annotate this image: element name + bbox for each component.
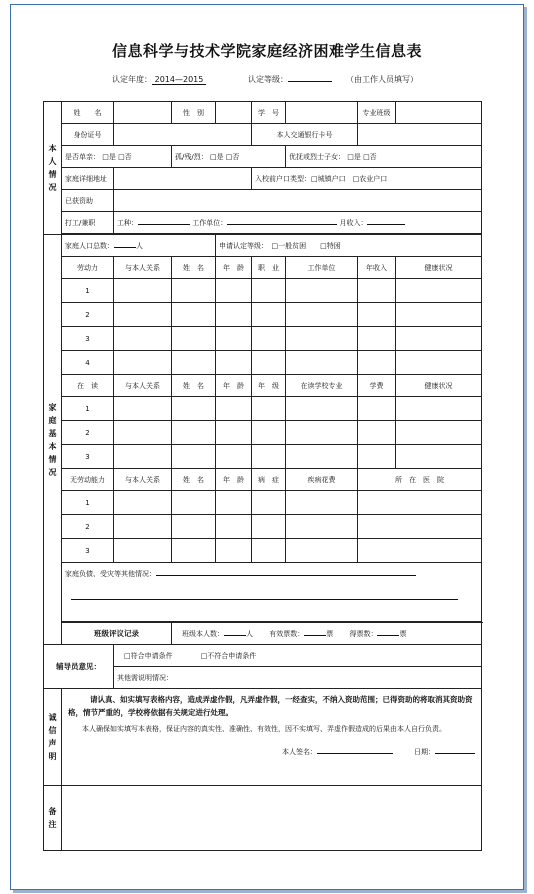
part-time-cell[interactable]: 工种： 工作单位： 月收入： <box>114 212 482 234</box>
school-header <box>44 375 482 397</box>
debt-row <box>44 563 482 622</box>
labor-col-2: 姓 名 <box>172 257 216 279</box>
row-parttime <box>44 212 482 234</box>
nolabor-header <box>44 469 482 491</box>
labor-col-3: 年 龄 <box>216 257 252 279</box>
pledge-statement: 本人确保如实填写本表格，保证内容的真实性、准确性、有效性，因不实填写、弄虚作假造成的后果由本人自行负责。 <box>82 725 446 733</box>
pledge-warning: 请认真、如实填写表格内容，造成弄虚作假，凡弄虚作假，一经查实，不纳入资助范围；已得资助的将取消其资助资格，情节严重的，学校将依据有关规定进行处理。 <box>68 695 473 717</box>
student-id-cell[interactable] <box>286 102 358 124</box>
class-review-field[interactable]: 班级本人数： 人 有效票数： 票 得票数： 票 <box>172 623 482 645</box>
info-form-table <box>43 101 482 851</box>
nolabor-col-5: 疾病花费 <box>286 469 358 491</box>
orphan-field[interactable]: 孤/残/烈： □是 □否 <box>172 146 286 168</box>
nolabor-col-1: 与本人关系 <box>114 469 172 491</box>
population-field[interactable]: 家庭人口总数： 人 <box>62 235 216 257</box>
address-cell[interactable] <box>114 168 252 190</box>
name-cell[interactable] <box>114 102 172 124</box>
nolabor-col-4: 病 症 <box>252 469 286 491</box>
school-col-3: 年 龄 <box>216 375 252 397</box>
advisor-row <box>44 645 482 667</box>
nolabor-row: 1 <box>44 491 482 515</box>
bank-card-cell[interactable] <box>358 124 482 146</box>
school-col-4: 年 级 <box>252 375 286 397</box>
remarks-cell[interactable] <box>62 786 482 851</box>
school-row: 2 <box>44 421 482 445</box>
school-col-6: 学费 <box>358 375 396 397</box>
major-class-label: 专业班级 <box>358 102 396 124</box>
labor-col-4: 职 业 <box>252 257 286 279</box>
school-col-2: 姓 名 <box>172 375 216 397</box>
gender-label: 性 别 <box>172 102 216 124</box>
advisor-other[interactable]: 其他需说明情况： <box>114 667 482 689</box>
level-blank[interactable] <box>288 81 332 82</box>
pledge-content <box>62 689 482 786</box>
section-remarks: 备 注 <box>44 786 62 851</box>
section-family: 家 庭 基 本 情 况 <box>44 235 62 645</box>
address-label: 家庭详细地址 <box>62 168 114 190</box>
form-title: 信息科学与技术学院家庭经济困难学生信息表 <box>111 42 422 60</box>
school-col-7: 健康状况 <box>396 375 482 397</box>
labor-row: 3 <box>44 327 482 351</box>
row-id <box>44 124 482 146</box>
nolabor-col-6: 所 在 医 院 <box>358 469 482 491</box>
pledge-row <box>44 689 482 786</box>
labor-col-6: 年收入 <box>358 257 396 279</box>
row-population <box>44 235 482 257</box>
labor-row: 2 <box>44 303 482 327</box>
school-col-1: 与本人关系 <box>114 375 172 397</box>
year-label: 认定年度： <box>112 75 152 84</box>
class-review-label: 班级评议记录 <box>62 623 172 645</box>
bank-card-label: 本人交通银行卡号 <box>252 124 358 146</box>
year-field <box>112 74 206 85</box>
nolabor-col-0: 无劳动能力 <box>62 469 114 491</box>
martyr-child-field[interactable]: 优抚或烈士子女： □是 □否 <box>286 146 482 168</box>
gender-cell[interactable] <box>216 102 252 124</box>
single-parent-field[interactable]: 是否单亲： □是 □否 <box>62 146 172 168</box>
level-label: 认定等级： <box>248 75 288 84</box>
id-card-label: 身份证号 <box>62 124 114 146</box>
labor-col-0: 劳动力 <box>62 257 114 279</box>
pledge-sign[interactable]: 本人签名： 日期： <box>68 747 475 757</box>
apply-level-field[interactable]: 申请认定等级： □一般贫困 □特困 <box>216 235 482 257</box>
nolabor-row: 3 <box>44 539 482 563</box>
class-review-row <box>44 623 482 645</box>
school-row: 3 <box>44 445 482 469</box>
id-card-cell[interactable] <box>114 124 252 146</box>
section-personal: 本 人 情 况 <box>44 102 62 235</box>
school-row: 1 <box>44 397 482 421</box>
labor-row: 1 <box>44 279 482 303</box>
level-field <box>248 74 332 85</box>
school-col-5: 在读学校专业 <box>286 375 358 397</box>
row-name <box>44 102 482 124</box>
labor-header <box>44 257 482 279</box>
level-note: （由工作人员填写） <box>346 75 418 84</box>
major-class-cell[interactable] <box>396 102 482 124</box>
section-pledge: 诚 信 声 明 <box>44 689 62 786</box>
nolabor-row: 2 <box>44 515 482 539</box>
nolabor-col-3: 年 龄 <box>216 469 252 491</box>
part-time-label: 打工/兼职 <box>62 212 114 234</box>
labor-col-7: 健康状况 <box>396 257 482 279</box>
year-value: 2014—2015 <box>152 75 206 85</box>
labor-col-5: 工作单位 <box>286 257 358 279</box>
name-label: 姓 名 <box>62 102 114 124</box>
row-aid <box>44 190 482 212</box>
advisor-opts[interactable]: □符合申请条件 □不符合申请条件 <box>114 645 482 667</box>
aid-label: 已获资助 <box>62 190 114 212</box>
student-id-label: 学 号 <box>252 102 286 124</box>
debt-field[interactable]: 家庭负债、受灾等其他情况： <box>62 563 482 622</box>
hukou-field[interactable]: 入校前户口类型：□城镇户口 □农业户口 <box>252 168 482 190</box>
school-col-0: 在 读 <box>62 375 114 397</box>
advisor-label: 辅导员意见： <box>44 645 114 689</box>
remarks-row <box>44 786 482 851</box>
row-status <box>44 146 482 168</box>
aid-cell[interactable] <box>114 190 482 212</box>
labor-row: 4 <box>44 351 482 375</box>
row-address <box>44 168 482 190</box>
labor-col-1: 与本人关系 <box>114 257 172 279</box>
nolabor-col-2: 姓 名 <box>172 469 216 491</box>
